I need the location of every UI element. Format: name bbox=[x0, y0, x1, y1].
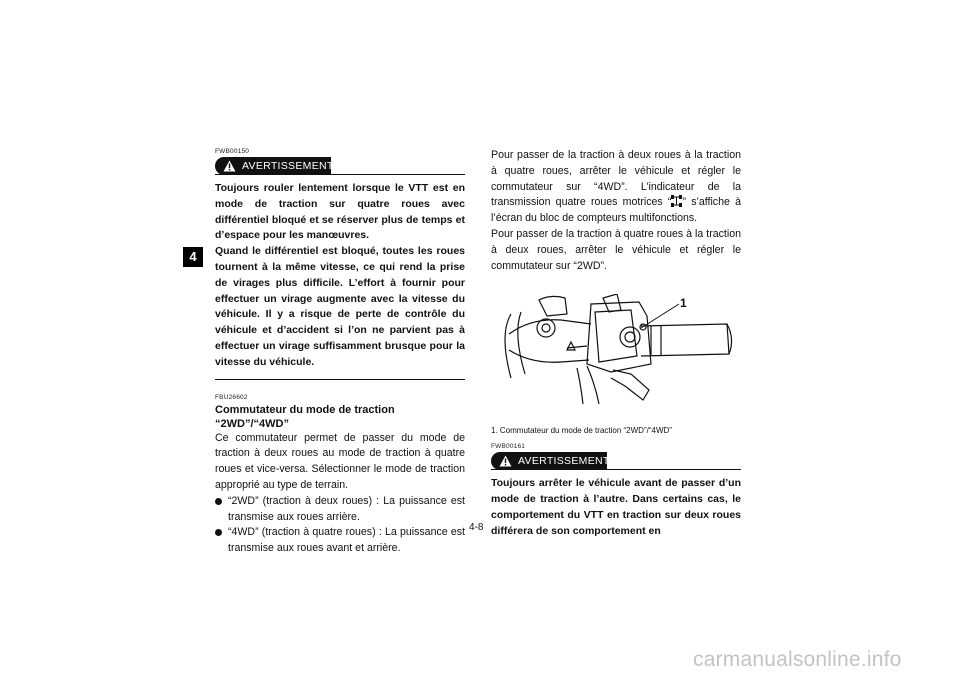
4wd-indicator-icon bbox=[671, 195, 682, 207]
warning-label: AVERTISSEMENT bbox=[242, 160, 334, 172]
warning-text-2: Quand le différentiel est bloqué, toutes les roues tournent à la même vitesse, ce qui rend la prise de virages plus difficile. L’effort à fournir pour effectuer un virage augmente avec la vitesse du véhicule. Il y a risque de perte de contrôle du véhicule et d’accident si l’on ne parvient pas à effectuer un virage suffisamment brusque pour la vitesse du véhicule. bbox=[215, 245, 465, 368]
warning-code: FWB00150 bbox=[215, 148, 250, 155]
page-number: 4-8 bbox=[469, 522, 484, 533]
watermark: carmanualsonline.info bbox=[693, 648, 902, 671]
warning-code: FWB00161 bbox=[491, 443, 526, 451]
chapter-tab: 4 bbox=[183, 247, 203, 267]
warning-header bbox=[215, 157, 465, 177]
section-title: Commutateur du mode de traction “2WD”/“4WD” bbox=[215, 403, 395, 430]
mode-list bbox=[215, 494, 465, 557]
list-item: “4WD” (traction à quatre roues) : La puissance est transmise aux roues avant et arrière. bbox=[215, 525, 465, 557]
warning-text: Toujours arrêter le véhicule avant de passer d’un mode de traction à l’autre. Dans certains cas, le comportement du VTT en traction sur deux roues différera de son comportement en bbox=[491, 477, 741, 537]
warning-triangle-icon bbox=[223, 160, 236, 172]
warning-header bbox=[491, 452, 741, 472]
warning-text: Toujours rouler lentement lorsque le VTT est en mode de traction sur quatre roues avec différentiel bloqué et se réserver plus de temps et d’espace pour les manœuvres. bbox=[215, 182, 465, 242]
paragraph-4wd: Pour passer de la traction à deux roues à la traction à quatre roues, arrêter le véhicule et régler le commutateur sur “4WD”. L’indicateur de la transmission quatre roues motrices “ ” s’affiche à l’écran du bloc de compteurs multifonctions. bbox=[491, 149, 741, 225]
bullet-icon bbox=[215, 498, 222, 505]
right-column bbox=[491, 148, 741, 540]
figure-callout: 1 bbox=[680, 296, 687, 311]
warning-end-rule bbox=[215, 379, 465, 380]
warning-badge bbox=[491, 452, 610, 470]
switch-illustration bbox=[491, 294, 741, 404]
figure-caption: 1. Commutateur du mode de traction “2WD”/“4WD” bbox=[491, 426, 672, 436]
list-item: “2WD” (traction à deux roues) : La puissance est transmise aux roues arrière. bbox=[215, 494, 465, 526]
handlebar-switch-drawing bbox=[491, 294, 741, 404]
warning-label: AVERTISSEMENT bbox=[518, 455, 610, 468]
paragraph-2wd: Pour passer de la traction à quatre roues à la traction à deux roues, arrêter le véhicule et régler le commutateur sur “2WD”. bbox=[491, 227, 741, 272]
intro-paragraph: Ce commutateur permet de passer du mode de traction à deux roues au mode de traction à quatre roues et vice-versa. Sélectionner le mode de traction approprié au type de terrain. bbox=[215, 431, 465, 491]
bullet-icon bbox=[215, 529, 222, 536]
section-code: FBU26602 bbox=[215, 393, 248, 401]
left-column bbox=[215, 148, 465, 557]
warning-badge bbox=[215, 157, 334, 175]
warning-triangle-icon bbox=[499, 455, 512, 467]
